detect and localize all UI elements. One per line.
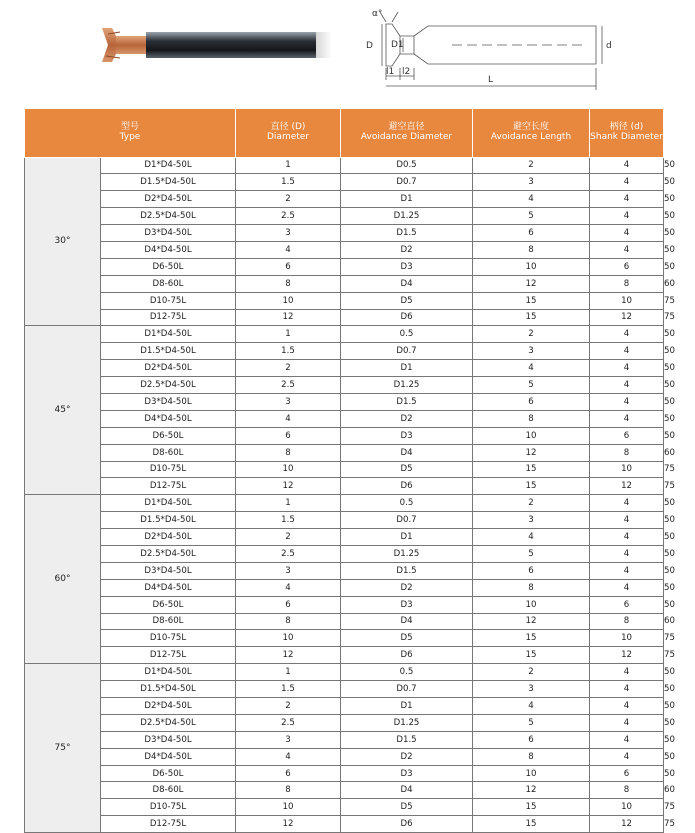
shank-diameter-cell: 4 [590,225,664,242]
avoidance-length-cell: 6 [473,731,590,748]
table-row: D2.5*D4-50L 2.5 D1.25 5 4 50 [25,208,664,225]
type-cell: D1.5*D4-50L [101,343,236,360]
avoidance-length-cell: 12 [473,444,590,461]
diameter-cell: 1.5 [236,512,341,529]
shank-diameter-cell: 4 [590,512,664,529]
table-row: D10-75L 10 D5 15 10 75 [25,630,664,647]
table-row: 60° D1*D4-50L 1 0.5 2 4 50 [25,495,664,512]
avoidance-length-cell: 8 [473,748,590,765]
type-cell: D3*D4-50L [101,562,236,579]
type-cell: D2.5*D4-50L [101,545,236,562]
avoidance-length-cell: 15 [473,309,590,326]
shank-diameter-cell: 8 [590,782,664,799]
shank-diameter-cell: 4 [590,208,664,225]
table-row: D12-75L 12 D6 15 12 75 [25,816,664,833]
shank-diameter-cell: 4 [590,393,664,410]
shank-diameter-cell: 4 [590,681,664,698]
shank-diameter-cell: 4 [590,326,664,343]
diameter-cell: 6 [236,427,341,444]
avoidance-diameter-cell: D5 [341,630,473,647]
type-cell: D1.5*D4-50L [101,512,236,529]
avoidance-diameter-cell: D1.25 [341,377,473,394]
shank-diameter-cell: 10 [590,799,664,816]
angle-group-cell: 60° [25,495,101,664]
avoidance-diameter-cell: D1 [341,529,473,546]
diameter-cell: 6 [236,765,341,782]
shank-diameter-cell: 4 [590,529,664,546]
diameter-cell: 2 [236,529,341,546]
avoidance-diameter-cell: D5 [341,292,473,309]
diameter-cell: 4 [236,410,341,427]
table-row: D10-75L 10 D5 15 10 75 [25,461,664,478]
table-row: 30° D1*D4-50L 1 D0.5 2 4 50 [25,157,664,174]
avoidance-diameter-cell: 0.5 [341,495,473,512]
shank-diameter-cell: 4 [590,241,664,258]
shank-diameter-cell: 4 [590,698,664,715]
avoidance-length-cell: 15 [473,630,590,647]
shank-diameter-cell: 12 [590,478,664,495]
table-row: D8-60L 8 D4 12 8 60 [25,613,664,630]
avoidance-length-cell: 5 [473,377,590,394]
shank-diameter-cell: 6 [590,258,664,275]
avoidance-length-cell: 4 [473,529,590,546]
table-row: D6-50L 6 D3 10 6 50 [25,765,664,782]
type-cell: D6-50L [101,258,236,275]
shank-diameter-cell: 10 [590,292,664,309]
product-illustration [0,0,667,104]
avoidance-length-cell: 12 [473,613,590,630]
header-avoidance-length-en: Avoidance Length [490,131,572,142]
type-cell: D12-75L [101,309,236,326]
avoidance-diameter-cell: D2 [341,241,473,258]
type-cell: D8-60L [101,444,236,461]
diameter-cell: 2.5 [236,714,341,731]
l1-label: l1 [386,67,395,77]
shank-diameter-cell: 10 [590,461,664,478]
header-diameter: 直径 (D) Diameter [236,109,341,158]
diameter-cell: 2.5 [236,208,341,225]
type-cell: D12-75L [101,647,236,664]
shank-diameter-cell: 6 [590,765,664,782]
shank-diameter-cell: 4 [590,157,664,174]
diameter-cell: 10 [236,292,341,309]
avoidance-diameter-cell: D0.7 [341,174,473,191]
header-shank-diameter: 柄径 (d) Shank Diameter [590,109,664,158]
avoidance-diameter-cell: D1 [341,191,473,208]
diameter-cell: 8 [236,275,341,292]
diameter-cell: 8 [236,444,341,461]
avoidance-length-cell: 3 [473,512,590,529]
shank-diameter-cell: 4 [590,191,664,208]
type-cell: D4*D4-50L [101,410,236,427]
type-cell: D10-75L [101,292,236,309]
avoidance-diameter-cell: D6 [341,478,473,495]
avoidance-diameter-label: D1 [391,40,404,50]
table-row: D3*D4-50L 3 D1.5 6 4 50 [25,393,664,410]
shank-diameter-label: d [606,41,612,51]
avoidance-length-cell: 3 [473,681,590,698]
avoidance-diameter-cell: D4 [341,613,473,630]
avoidance-length-cell: 15 [473,292,590,309]
avoidance-length-cell: 4 [473,698,590,715]
diameter-cell: 12 [236,647,341,664]
avoidance-diameter-cell: D4 [341,275,473,292]
avoidance-diameter-cell: D0.5 [341,157,473,174]
avoidance-diameter-cell: D4 [341,444,473,461]
table-row: D10-75L 10 D5 15 10 75 [25,799,664,816]
type-cell: D1.5*D4-50L [101,681,236,698]
avoidance-length-cell: 2 [473,495,590,512]
type-cell: D2*D4-50L [101,360,236,377]
shank-diameter-cell: 4 [590,360,664,377]
avoidance-diameter-cell: D3 [341,596,473,613]
table-row: D4*D4-50L 4 D2 8 4 50 [25,748,664,765]
shank-diameter-cell: 8 [590,444,664,461]
avoidance-length-cell: 10 [473,596,590,613]
table-row: D1.5*D4-50L 1.5 D0.7 3 4 50 [25,681,664,698]
shank-diameter-cell: 12 [590,309,664,326]
type-cell: D10-75L [101,630,236,647]
avoidance-length-cell: 3 [473,174,590,191]
avoidance-length-cell: 10 [473,765,590,782]
table-row: 45° D1*D4-50L 1 0.5 2 4 50 [25,326,664,343]
shank-diameter-cell: 8 [590,275,664,292]
type-cell: D4*D4-50L [101,579,236,596]
type-cell: D12-75L [101,816,236,833]
table-row: D2*D4-50L 2 D1 4 4 50 [25,191,664,208]
avoidance-diameter-cell: D1.5 [341,562,473,579]
avoidance-diameter-cell: D3 [341,258,473,275]
avoidance-length-cell: 4 [473,360,590,377]
diameter-cell: 4 [236,748,341,765]
diameter-cell: 2.5 [236,545,341,562]
table-row: D6-50L 6 D3 10 6 50 [25,258,664,275]
avoidance-diameter-cell: D0.7 [341,512,473,529]
table-row: D12-75L 12 D6 15 12 75 [25,309,664,326]
type-cell: D4*D4-50L [101,748,236,765]
diameter-cell: 8 [236,782,341,799]
avoidance-length-cell: 5 [473,714,590,731]
table-row: D2.5*D4-50L 2.5 D1.25 5 4 50 [25,714,664,731]
type-cell: D4*D4-50L [101,241,236,258]
type-cell: D6-50L [101,596,236,613]
shank-diameter-cell: 4 [590,545,664,562]
diameter-cell: 2 [236,191,341,208]
diameter-cell: 1.5 [236,681,341,698]
shank-diameter-cell: 4 [590,748,664,765]
avoidance-diameter-cell: D6 [341,816,473,833]
avoidance-length-cell: 15 [473,816,590,833]
type-cell: D12-75L [101,478,236,495]
length-label: L [488,75,494,85]
diameter-cell: 2.5 [236,377,341,394]
type-cell: D8-60L [101,782,236,799]
table-row: D8-60L 8 D4 12 8 60 [25,782,664,799]
table-row: D8-60L 8 D4 12 8 60 [25,444,664,461]
table-body [25,157,675,833]
avoidance-length-cell: 8 [473,410,590,427]
shank-diameter-cell: 4 [590,377,664,394]
avoidance-length-cell: 10 [473,258,590,275]
diameter-cell: 2 [236,698,341,715]
type-cell: D2.5*D4-50L [101,714,236,731]
diameter-cell: 6 [236,596,341,613]
avoidance-length-cell: 4 [473,191,590,208]
type-cell: D1*D4-50L [101,157,236,174]
avoidance-diameter-cell: D1 [341,360,473,377]
diameter-cell: 1 [236,664,341,681]
table-row: D4*D4-50L 4 D2 8 4 50 [25,410,664,427]
table-row: 75° D1*D4-50L 1 0.5 2 4 50 [25,664,664,681]
avoidance-length-cell: 10 [473,427,590,444]
avoidance-diameter-cell: D1.25 [341,714,473,731]
shank-diameter-cell: 4 [590,174,664,191]
avoidance-length-cell: 12 [473,782,590,799]
header-avoidance-diameter: 避空直径 Avoidance Diameter [341,109,473,158]
l2-label: l2 [402,67,411,77]
avoidance-length-cell: 15 [473,461,590,478]
diameter-cell: 1.5 [236,174,341,191]
avoidance-diameter-cell: 0.5 [341,664,473,681]
type-cell: D3*D4-50L [101,731,236,748]
shank-diameter-cell: 4 [590,579,664,596]
diameter-cell: 8 [236,613,341,630]
diameter-cell: 12 [236,816,341,833]
type-cell: D1*D4-50L [101,326,236,343]
avoidance-length-cell: 5 [473,545,590,562]
type-cell: D3*D4-50L [101,225,236,242]
type-cell: D8-60L [101,275,236,292]
type-cell: D2*D4-50L [101,191,236,208]
diameter-cell: 10 [236,630,341,647]
avoidance-diameter-cell: 0.5 [341,326,473,343]
table-header-row: 型号 Type 直径 (D) Diameter 避空直径 Avoidance Diameter 避空长度 Avoidance Length 柄径 (d) Shank Diameter 总长 (L) TotaL Length [25,109,664,158]
table-row: D2*D4-50L 2 D1 4 4 50 [25,529,664,546]
avoidance-diameter-cell: D5 [341,461,473,478]
avoidance-length-cell: 3 [473,343,590,360]
diameter-cell: 4 [236,579,341,596]
diameter-label: D [366,41,373,51]
avoidance-length-cell: 6 [473,393,590,410]
table-row: D3*D4-50L 3 D1.5 6 4 50 [25,731,664,748]
table-row: D1.5*D4-50L 1.5 D0.7 3 4 50 [25,512,664,529]
shank-diameter-cell: 4 [590,664,664,681]
avoidance-diameter-cell: D0.7 [341,681,473,698]
table-row: D4*D4-50L 4 D2 8 4 50 [25,241,664,258]
shank-diameter-cell: 6 [590,427,664,444]
shank-diameter-cell: 4 [590,731,664,748]
table-row: D3*D4-50L 3 D1.5 6 4 50 [25,562,664,579]
avoidance-diameter-cell: D1.5 [341,225,473,242]
table-row: D12-75L 12 D6 15 12 75 [25,647,664,664]
shank-diameter-cell: 4 [590,714,664,731]
table-row: D2*D4-50L 2 D1 4 4 50 [25,360,664,377]
table-row: D3*D4-50L 3 D1.5 6 4 50 [25,225,664,242]
avoidance-diameter-cell: D2 [341,410,473,427]
avoidance-length-cell: 5 [473,208,590,225]
avoidance-diameter-cell: D4 [341,782,473,799]
table-row: D8-60L 8 D4 12 8 60 [25,275,664,292]
table-row: D2.5*D4-50L 2.5 D1.25 5 4 50 [25,377,664,394]
table-row: D6-50L 6 D3 10 6 50 [25,596,664,613]
avoidance-length-cell: 15 [473,647,590,664]
diameter-cell: 12 [236,478,341,495]
angle-group-cell: 45° [25,326,101,495]
avoidance-diameter-cell: D6 [341,309,473,326]
avoidance-diameter-cell: D1.25 [341,545,473,562]
angle-label: α° [372,9,383,19]
diameter-cell: 1 [236,157,341,174]
shank-diameter-cell: 10 [590,630,664,647]
avoidance-diameter-cell: D2 [341,579,473,596]
avoidance-diameter-cell: D0.7 [341,343,473,360]
angle-group-cell: 30° [25,157,101,326]
diameter-cell: 10 [236,461,341,478]
type-cell: D1.5*D4-50L [101,174,236,191]
angle-group-cell: 75° [25,664,101,833]
diameter-cell: 1 [236,495,341,512]
avoidance-diameter-cell: D1.5 [341,731,473,748]
table-row: D4*D4-50L 4 D2 8 4 50 [25,579,664,596]
avoidance-diameter-cell: D2 [341,748,473,765]
type-cell: D2*D4-50L [101,529,236,546]
avoidance-length-cell: 6 [473,225,590,242]
avoidance-length-cell: 2 [473,326,590,343]
avoidance-diameter-cell: D6 [341,647,473,664]
diameter-cell: 1 [236,326,341,343]
avoidance-diameter-cell: D1.25 [341,208,473,225]
avoidance-diameter-cell: D3 [341,765,473,782]
avoidance-length-cell: 15 [473,799,590,816]
avoidance-length-cell: 15 [473,478,590,495]
table-row: D2*D4-50L 2 D1 4 4 50 [25,698,664,715]
type-cell: D3*D4-50L [101,393,236,410]
avoidance-diameter-cell: D1.5 [341,393,473,410]
type-cell: D2.5*D4-50L [101,208,236,225]
shank-diameter-cell: 8 [590,613,664,630]
type-cell: D8-60L [101,613,236,630]
diameter-cell: 3 [236,731,341,748]
diameter-cell: 3 [236,562,341,579]
diameter-cell: 1.5 [236,343,341,360]
spec-table [24,108,695,833]
table-row: D12-75L 12 D6 15 12 75 [25,478,664,495]
type-cell: D2*D4-50L [101,698,236,715]
type-cell: D6-50L [101,427,236,444]
avoidance-diameter-cell: D3 [341,427,473,444]
type-cell: D10-75L [101,461,236,478]
avoidance-length-cell: 12 [473,275,590,292]
diameter-cell: 3 [236,225,341,242]
diameter-cell: 6 [236,258,341,275]
diameter-cell: 2 [236,360,341,377]
table-row: D10-75L 10 D5 15 10 75 [25,292,664,309]
dimension-diagram [352,2,614,92]
type-cell: D1*D4-50L [101,664,236,681]
avoidance-diameter-cell: D5 [341,799,473,816]
avoidance-length-cell: 2 [473,157,590,174]
diameter-cell: 4 [236,241,341,258]
avoidance-diameter-cell: D1 [341,698,473,715]
diameter-cell: 12 [236,309,341,326]
header-type: 型号 Type [25,109,236,158]
avoidance-length-cell: 8 [473,579,590,596]
shank-diameter-cell: 12 [590,816,664,833]
table-row: D1.5*D4-50L 1.5 D0.7 3 4 50 [25,343,664,360]
avoidance-length-cell: 6 [473,562,590,579]
type-cell: D6-50L [101,765,236,782]
avoidance-length-cell: 8 [473,241,590,258]
table-row: D6-50L 6 D3 10 6 50 [25,427,664,444]
table-row: D2.5*D4-50L 2.5 D1.25 5 4 50 [25,545,664,562]
shank-diameter-cell: 4 [590,562,664,579]
shank-diameter-cell: 4 [590,343,664,360]
table-row: D1.5*D4-50L 1.5 D0.7 3 4 50 [25,174,664,191]
type-cell: D10-75L [101,799,236,816]
shank-diameter-cell: 4 [590,495,664,512]
avoidance-length-cell: 2 [473,664,590,681]
end-mill-photo [98,14,338,76]
shank-diameter-cell: 12 [590,647,664,664]
type-cell: D1*D4-50L [101,495,236,512]
type-cell: D2.5*D4-50L [101,377,236,394]
header-avoidance-length: 避空长度 Avoidance Length [473,109,590,158]
shank-diameter-cell: 4 [590,410,664,427]
diameter-cell: 10 [236,799,341,816]
shank-diameter-cell: 6 [590,596,664,613]
diameter-cell: 3 [236,393,341,410]
